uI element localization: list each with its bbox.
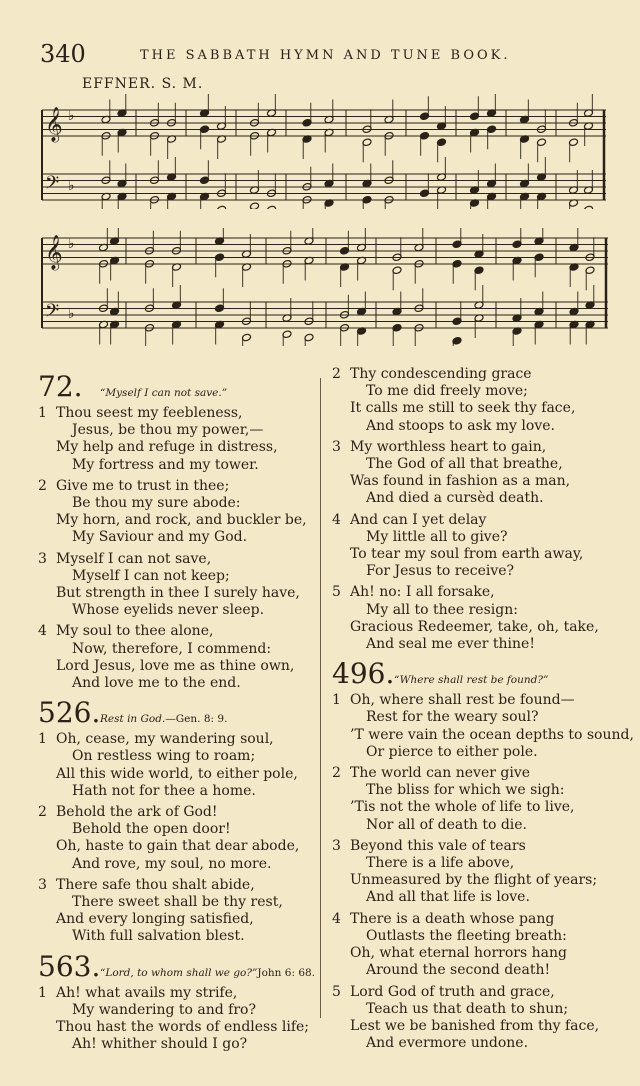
verse-line [332, 782, 622, 799]
music-staff-2 [36, 228, 616, 346]
flat-sign: ♭ [68, 178, 75, 194]
scripture-reference: —Gen. 8: 9. [165, 713, 228, 726]
verse-line [332, 439, 622, 456]
verse-line [38, 877, 328, 894]
music-staff-1 [36, 94, 616, 209]
hymn-epigraph [100, 713, 227, 725]
stanza-number: 2 [38, 477, 47, 494]
verse-text: My little all to give? [366, 528, 508, 545]
verse-text: My help and refuge in distress, [56, 439, 278, 456]
verse-text: All this wide world, to either pole, [56, 765, 298, 782]
hymn-number: 72. [38, 370, 83, 403]
verse-line [38, 928, 328, 945]
verse-line [332, 636, 622, 653]
verse-line [38, 602, 328, 619]
verse-line [38, 911, 328, 928]
stanza [332, 692, 634, 761]
hymn-epigraph [100, 387, 227, 399]
verse-line [332, 817, 622, 834]
stanza-number: 3 [38, 550, 47, 567]
verse-text: Behold the open door! [72, 821, 231, 838]
verse-line [332, 872, 622, 889]
verse-line [332, 799, 622, 816]
verse-text: Lord Jesus, love me as thine own, [56, 657, 295, 674]
verse-text: Give me to trust in thee; [56, 477, 230, 494]
verse-line [38, 985, 328, 1002]
running-title: THE SABBATH HYMN AND TUNE BOOK. [140, 48, 511, 63]
verse-text: Hath not for thee a home. [72, 782, 256, 799]
verse-line [332, 490, 622, 507]
verse-line [332, 584, 622, 601]
verse-text: Teach us that death to shun; [366, 1000, 569, 1017]
verse-line [332, 709, 622, 726]
verse-text: ’T were vain the ocean depths to sound, [350, 726, 634, 743]
hymn-epigraph [100, 967, 315, 979]
verse-line [38, 1036, 328, 1053]
verse-text: My horn, and rock, and buckler be, [56, 512, 307, 529]
verse-text: And stoops to ask my love. [366, 417, 555, 434]
verse-line [332, 512, 622, 529]
verse-line [332, 945, 622, 962]
verse-text: My wandering to and fro? [72, 1001, 256, 1018]
verse-text: And every longing satisfied, [56, 911, 254, 928]
stanza [38, 623, 328, 692]
verse-text: Oh, cease, my wandering soul, [56, 731, 274, 748]
verse-text: My fortress and my tower. [72, 456, 259, 473]
verse-line [38, 495, 328, 512]
verse-line [332, 400, 622, 417]
stanza-number: 3 [38, 876, 47, 893]
verse-line [332, 529, 622, 546]
verse-line [332, 928, 622, 945]
right-column [332, 366, 634, 1056]
verse-text: My worthless heart to gain, [350, 438, 547, 455]
verse-text: My all to thee resign: [366, 601, 518, 618]
stanza [332, 984, 622, 1053]
stanza-number: 1 [38, 405, 47, 421]
verse-line [38, 551, 328, 568]
note-head [267, 205, 277, 209]
verse-line [38, 783, 328, 800]
verse-text: And can I yet delay [350, 511, 487, 528]
verse-line [38, 766, 328, 783]
verse-line [332, 602, 622, 619]
verse-line [332, 563, 622, 580]
verse-text: There sweet shall be thy rest, [72, 894, 283, 911]
verse-line [332, 726, 634, 744]
flat-sign: ♭ [68, 236, 75, 252]
stanza-number: 2 [332, 366, 341, 382]
stanza [332, 584, 622, 653]
verse-text: Thou seest my feebleness, [56, 405, 243, 421]
verse-line [38, 675, 328, 692]
stanza [332, 366, 622, 435]
verse-text: And all that life is love. [366, 889, 530, 906]
treble-clef: 𝄞 [45, 107, 63, 142]
left-column [38, 366, 328, 1058]
verse-line [38, 512, 328, 529]
stanza-number: 1 [332, 692, 341, 709]
verse-line [38, 478, 328, 495]
verse-line [38, 894, 328, 911]
verse-text: Whose eyelids never sleep. [72, 602, 265, 619]
verse-text: Oh, what eternal horrors hang [350, 945, 567, 962]
treble-clef: 𝄞 [45, 235, 63, 270]
verse-text: The God of all that breathe, [366, 456, 563, 473]
hymn-heading [38, 370, 328, 403]
verse-text: Behold the ark of God! [56, 804, 218, 821]
verse-text: Unmeasured by the flight of years; [350, 872, 598, 889]
bass-clef: 𝄢 [45, 301, 60, 326]
stanza [332, 765, 622, 834]
scripture-reference: John 6: 68. [257, 966, 316, 979]
verse-text: Ah! whither should I go? [72, 1036, 248, 1053]
verse-text: Beyond this vale of tears [350, 837, 526, 854]
verse-text: Was found in fashion as a man, [350, 473, 571, 490]
verse-line [332, 984, 622, 1001]
hymn-heading [38, 696, 328, 729]
verse-text: Lord God of truth and grace, [350, 983, 555, 1000]
verse-text: My soul to thee alone, [56, 623, 214, 640]
verse-text: But strength in thee I surely have, [56, 585, 300, 602]
verse-text: Be thou my sure abode: [72, 495, 241, 512]
verse-line [332, 744, 622, 761]
hymn-number: 496. [332, 657, 395, 691]
stanza-number: 2 [38, 804, 47, 821]
verse-line [38, 804, 328, 821]
verse-line [332, 911, 622, 928]
verse-line [332, 1018, 622, 1035]
verse-text: Lest we be banished from thy face, [350, 1017, 600, 1034]
stanza [38, 405, 328, 474]
verse-line [38, 422, 328, 439]
bass-clef: 𝄢 [45, 173, 60, 198]
verse-line [332, 855, 622, 872]
verse-text: Oh, where shall rest be found— [350, 692, 575, 709]
verse-line [332, 546, 622, 563]
verse-line [332, 692, 622, 709]
tune-heading [82, 76, 203, 92]
verse-line [332, 889, 622, 906]
verse-line [38, 405, 328, 422]
stanza [332, 439, 622, 508]
verse-line [38, 641, 328, 658]
verse-line [38, 457, 328, 474]
music-system-1 [36, 94, 616, 209]
verse-line [332, 838, 622, 855]
verse-text: The bliss for which we sigh: [366, 782, 565, 799]
verse-text: Ah! what avails my strife, [56, 984, 238, 1001]
verse-text: Around the second death! [366, 962, 551, 979]
verse-text: Thou hast the words of endless life; [56, 1019, 309, 1036]
stanza [38, 551, 328, 620]
verse-text: ’Tis not the whole of life to live, [350, 799, 575, 816]
hymn-number: 563. [38, 949, 101, 983]
verse-line [38, 748, 328, 765]
verse-line [38, 821, 328, 838]
verse-line [332, 456, 622, 473]
verse-text: With full salvation blest. [72, 928, 245, 945]
verse-line [38, 568, 328, 585]
verse-text: Rest for the weary soul? [366, 709, 539, 726]
verse-line [38, 1002, 328, 1019]
stanza [38, 877, 328, 946]
verse-text: Now, therefore, I commend: [72, 640, 272, 657]
verse-text: Oh, haste to gain that dear abode, [56, 838, 300, 855]
verse-text: For Jesus to receive? [366, 563, 515, 580]
verse-line [332, 1001, 622, 1018]
verse-text: My Saviour and my God. [72, 529, 248, 546]
verse-text: Myself I can not keep; [72, 567, 230, 584]
verse-text: It calls me still to seek thy face, [350, 400, 576, 417]
stanza [38, 985, 328, 1054]
stanza [332, 838, 622, 907]
verse-text: Myself I can not save, [56, 550, 212, 567]
verse-line [38, 856, 328, 873]
verse-text: There is a life above, [366, 855, 515, 872]
note-head [420, 208, 430, 209]
flat-sign: ♭ [68, 306, 75, 322]
verse-text: And died a cursèd death. [366, 490, 544, 507]
hymn-heading [332, 657, 622, 690]
verse-text: Or pierce to either pole. [366, 743, 538, 760]
epigraph-text: “Myself I can not save.” [100, 387, 228, 399]
verse-line [332, 473, 622, 490]
hymn-epigraph [394, 674, 548, 686]
verse-text: And seal me ever thine! [366, 636, 535, 653]
verse-text: Outlasts the fleeting breath: [366, 927, 567, 944]
stanza-number: 1 [38, 731, 47, 748]
verse-line [38, 529, 328, 546]
verse-line [38, 838, 328, 855]
stanza [332, 911, 622, 980]
note-head [217, 205, 227, 209]
verse-line [38, 658, 328, 675]
verse-text: Nor all of death to die. [366, 816, 527, 833]
verse-line [332, 383, 622, 400]
verse-line [332, 619, 622, 636]
verse-line [38, 439, 328, 456]
verse-text: On restless wing to roam; [72, 748, 256, 765]
page-number: 340 [40, 40, 86, 68]
verse-line [332, 765, 622, 782]
stanza-number: 1 [38, 984, 47, 1001]
verse-line [38, 1019, 328, 1036]
verse-line [38, 585, 328, 602]
verse-text: Jesus, be thou my power,— [72, 422, 264, 439]
verse-text: To me did freely move; [366, 383, 528, 400]
flat-sign: ♭ [68, 108, 75, 124]
stanza-number: 4 [332, 910, 341, 927]
verse-text: Thy condescending grace [350, 366, 532, 382]
tune-name: EFFNER. [82, 76, 157, 92]
stanza [38, 478, 328, 547]
hymn-number: 526. [38, 696, 101, 730]
verse-text: And rove, my soul, no more. [72, 855, 272, 872]
verse-text: And evermore undone. [366, 1035, 529, 1052]
epigraph-text: “Lord, to whom shall we go?” [100, 966, 258, 979]
verse-text: And love me to the end. [72, 675, 241, 692]
stanza-number: 4 [332, 511, 341, 528]
verse-text: Ah! no: I all forsake, [350, 584, 495, 601]
verse-text: There safe thou shalt abide, [56, 876, 255, 893]
verse-text: Gracious Redeemer, take, oh, take, [350, 618, 599, 635]
verse-line [332, 1035, 622, 1052]
verse-text: The world can never give [350, 765, 531, 782]
verse-line [38, 731, 328, 748]
stanza-number: 5 [332, 584, 341, 601]
hymn-heading [38, 950, 328, 983]
note-head [584, 205, 594, 209]
stanza-number: 4 [38, 623, 47, 640]
stanza [38, 731, 328, 800]
stanza [38, 804, 328, 873]
verse-line [332, 366, 622, 383]
epigraph-text: Rest in God. [100, 713, 166, 726]
stanza-number: 3 [332, 438, 341, 455]
verse-text: To tear my soul from earth away, [350, 546, 584, 563]
music-system-2 [36, 228, 616, 346]
verse-text: There is a death whose pang [350, 910, 555, 927]
stanza-number: 2 [332, 765, 341, 782]
stanza [332, 512, 622, 581]
verse-line [332, 962, 622, 979]
stanza-number: 3 [332, 837, 341, 854]
verse-line [332, 418, 622, 435]
tune-meter: S. M. [161, 76, 204, 92]
verse-line [38, 623, 328, 640]
stanza-number: 5 [332, 983, 341, 1000]
epigraph-text: “Where shall rest be found?” [394, 674, 549, 687]
